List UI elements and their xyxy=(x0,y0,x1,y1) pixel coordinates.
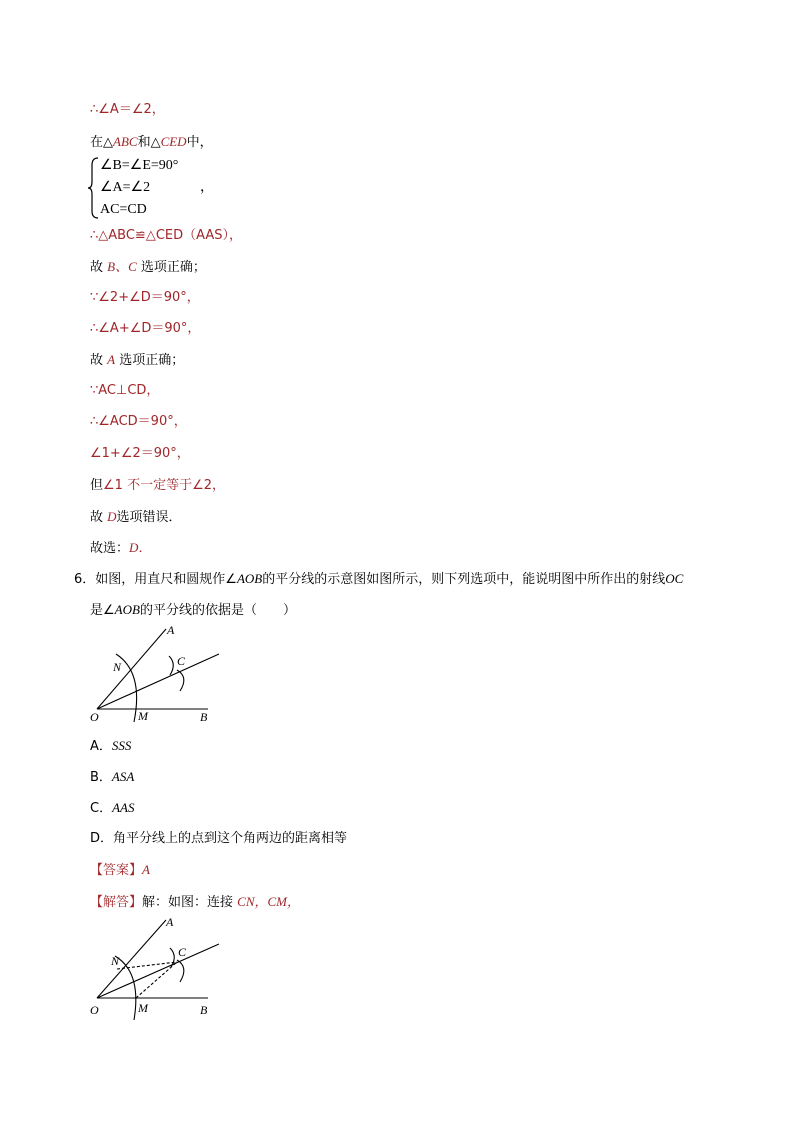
brace-row: ∠B=∠E=90° xyxy=(100,158,179,173)
label-N: N xyxy=(113,660,122,674)
brace-row: AC=CD xyxy=(100,202,147,217)
proof-line: 故 A 选项正确； xyxy=(90,352,185,368)
label-M: M xyxy=(138,1001,148,1015)
label-N: N xyxy=(111,954,120,968)
option-c: C．AAS xyxy=(90,800,135,816)
question-6-line1: 6．如图，用直尺和圆规作∠AOB的平分线的示意图如图所示，则下列选项中，能说明图中所作出的射线OC xyxy=(74,571,684,587)
proof-line: 故 D选项错误． xyxy=(90,509,182,525)
proof-line: ∴∠ACD＝90°， xyxy=(90,414,187,429)
label-C: C xyxy=(177,654,186,668)
option-a: A．SSS xyxy=(90,738,132,754)
solution-line: 【解答】解：如图：连接 CN，CM， xyxy=(90,894,301,910)
proof-line: ∵AC⊥CD， xyxy=(90,383,160,398)
label-A: A xyxy=(166,915,174,929)
proof-line: ∴△ABC≌△CED（AAS）， xyxy=(90,228,243,243)
option-b: B．ASA xyxy=(90,769,135,785)
label-B: B xyxy=(200,710,208,724)
proof-line: 故选：D． xyxy=(90,540,152,556)
brace-comma: ， xyxy=(200,180,214,195)
question-6-line2: 是∠AOB的平分线的依据是（ ） xyxy=(90,602,296,618)
label-O: O xyxy=(90,1003,99,1017)
brace-row: ∠A=∠2 xyxy=(100,180,151,195)
proof-line: 故 B、C 选项正确； xyxy=(90,259,206,275)
proof-line: 在△ABC和△CED中， xyxy=(90,134,213,150)
proof-line: ∵∠2+∠D＝90°， xyxy=(90,290,200,305)
proof-line: ∴∠A+∠D＝90°， xyxy=(90,321,201,336)
option-d: D．角平分线上的点到这个角两边的距离相等 xyxy=(90,831,348,846)
answer-line: 【答案】A xyxy=(90,862,150,878)
proof-line: ∠1+∠2＝90°， xyxy=(90,446,190,461)
left-brace xyxy=(88,157,100,219)
proof-line: ∴∠A＝∠2， xyxy=(90,102,165,117)
figure-solution xyxy=(80,912,230,1027)
label-O: O xyxy=(90,710,99,724)
figure-angle-bisector xyxy=(80,620,230,730)
label-C: C xyxy=(178,945,187,959)
proof-line: 但∠1 不一定等于∠2， xyxy=(90,478,225,493)
label-M: M xyxy=(138,709,148,723)
label-B: B xyxy=(200,1003,208,1017)
label-A: A xyxy=(167,623,175,637)
